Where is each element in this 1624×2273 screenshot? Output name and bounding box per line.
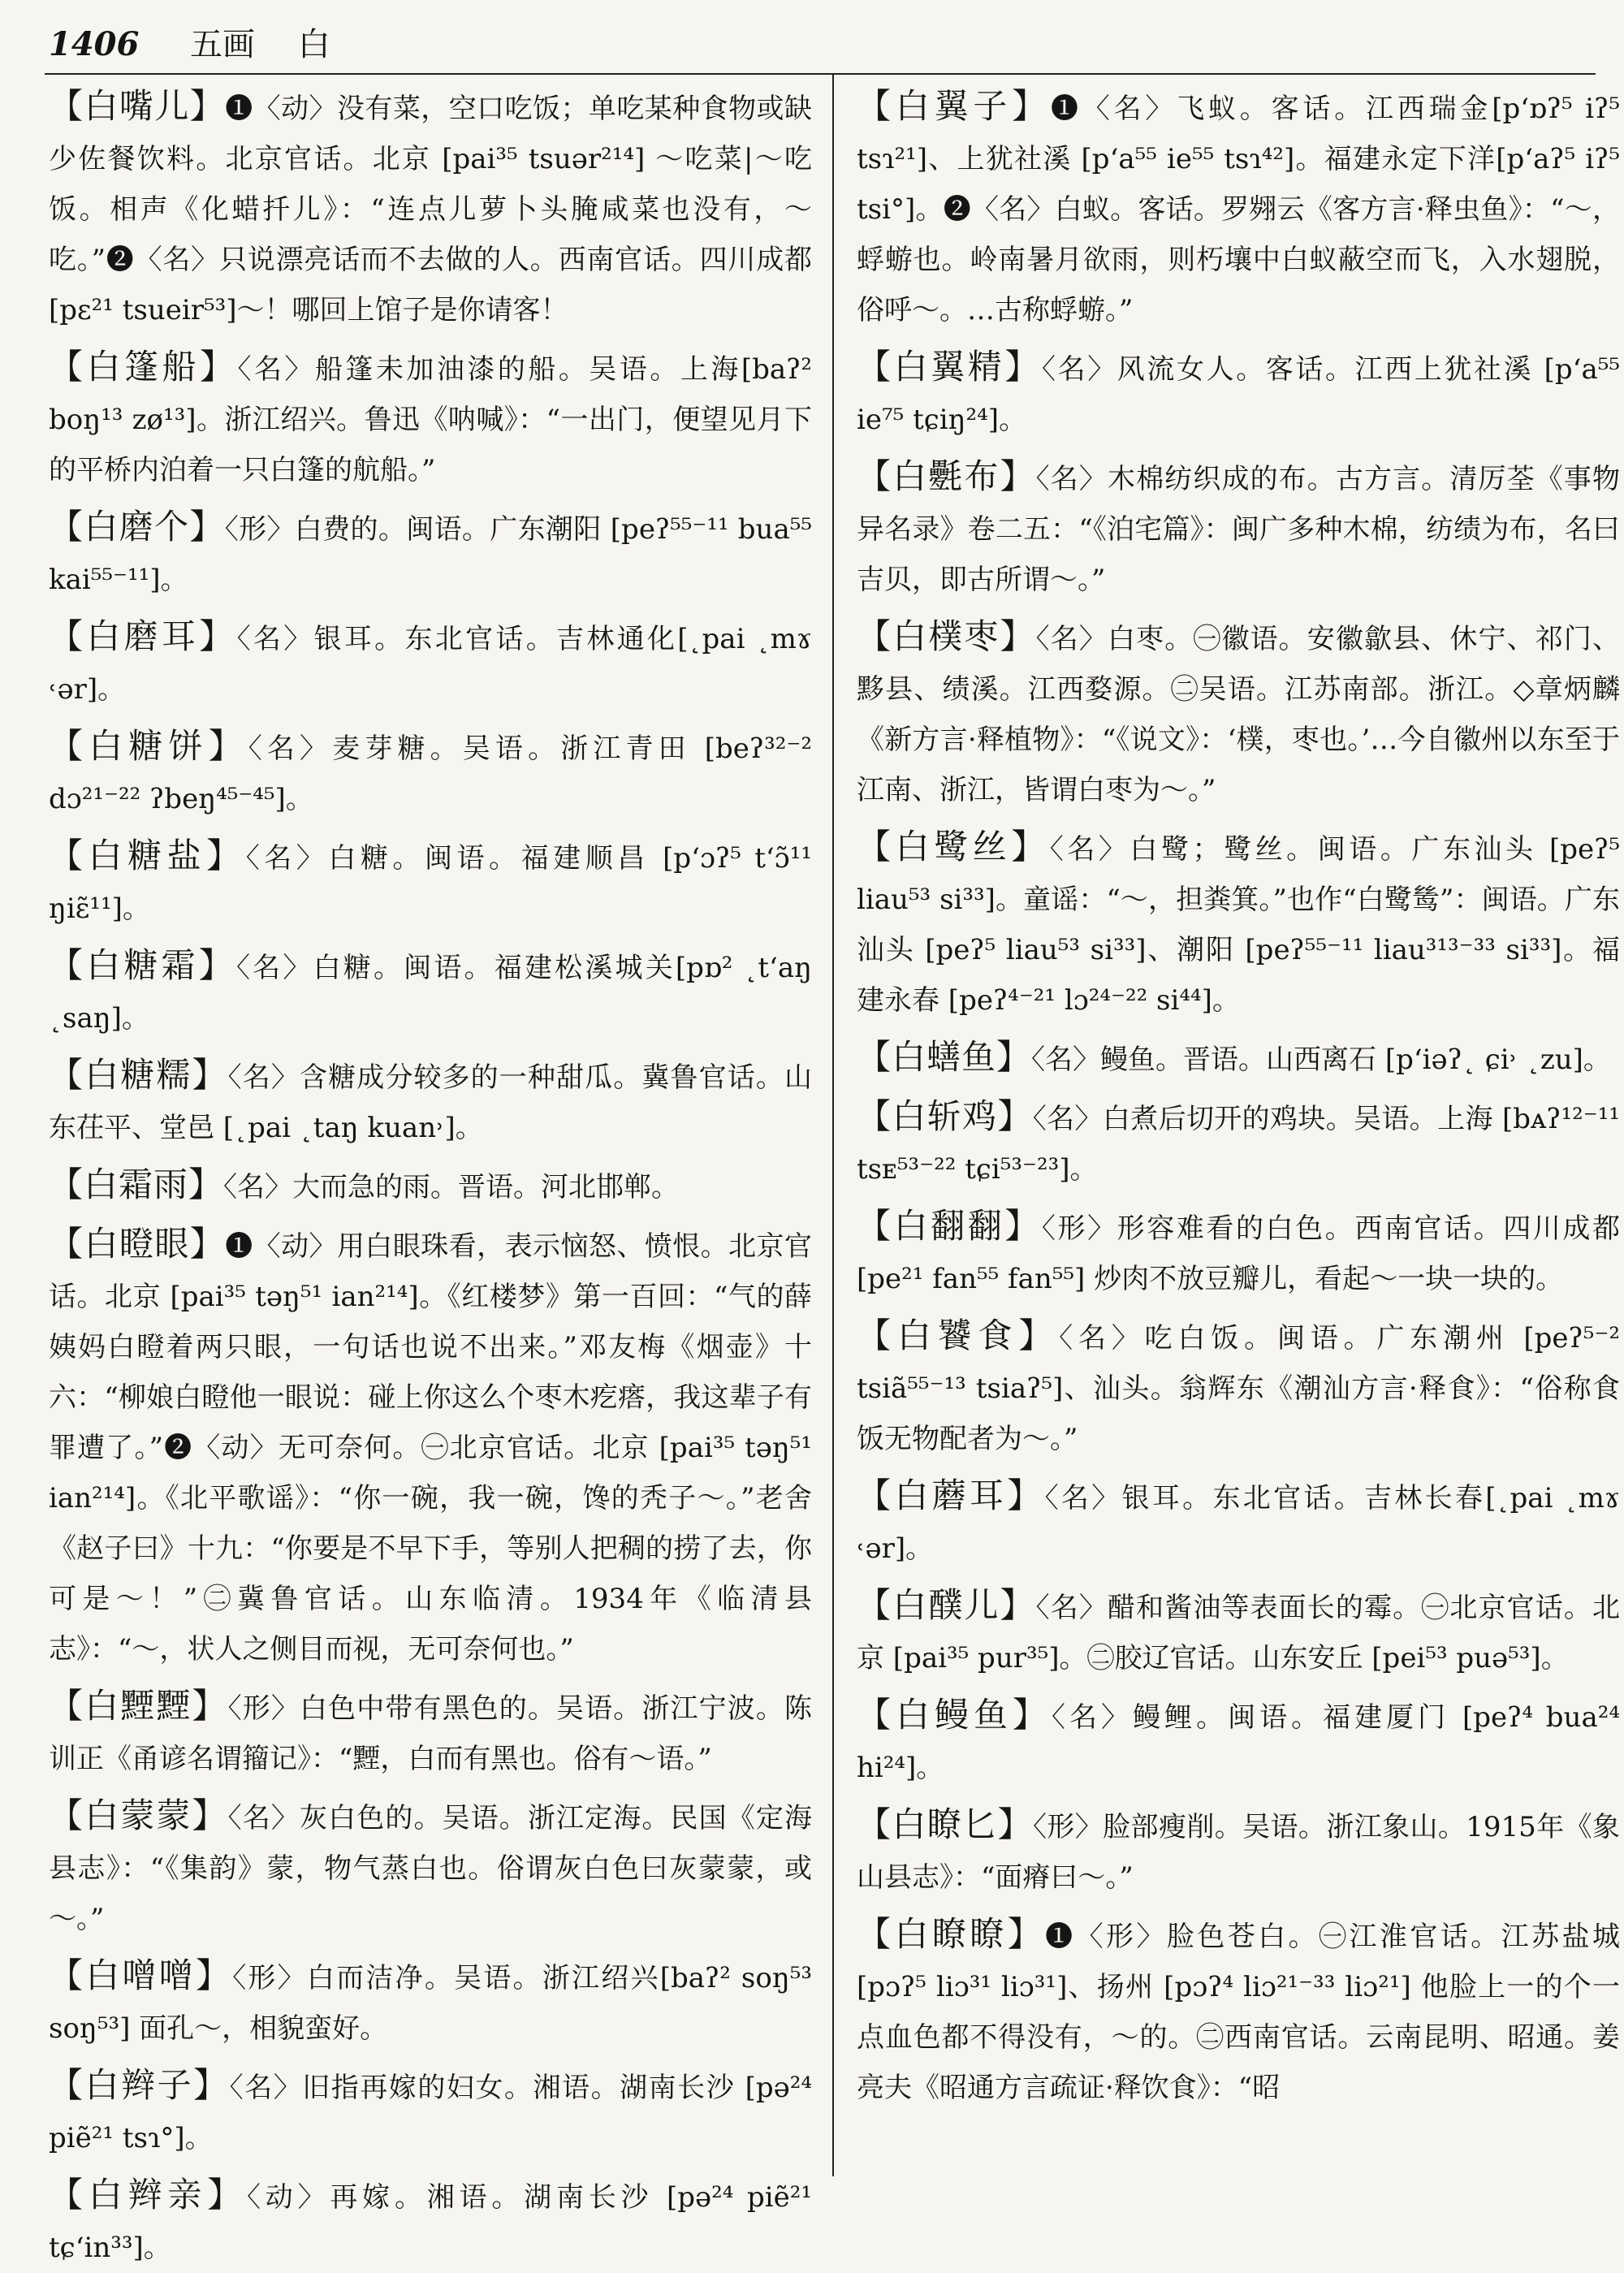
- dictionary-entry: [857, 1032, 1620, 1085]
- entry-definition: 〈形〉白色中带有黑色的。吴语。浙江宁波。陈训正《甬谚名谓籀记》：“黫，白而有黑也。俗有～语。”: [49, 1692, 812, 1775]
- entry-definition: 〈名〉大而急的雨。晋语。河北邯郸。: [223, 1171, 680, 1203]
- dictionary-entry: [857, 1800, 1620, 1903]
- entry-headword: 【白氎布】: [857, 456, 1036, 496]
- dictionary-entry: [49, 502, 812, 605]
- entry-definition: 〈名〉吃白饭。闽语。广东潮州 [peʔ⁵⁻² tsiã⁵⁵⁻¹³ tsiaʔ⁵]、汕头。翁辉东《潮汕方言·释食》：“俗称食饭无物配者为～。”: [857, 1322, 1620, 1455]
- entry-headword: 【白鳗鱼】: [857, 1695, 1052, 1735]
- section-radical: 白: [297, 26, 330, 63]
- header-rule: [45, 73, 1596, 75]
- dictionary-entry: [49, 2170, 812, 2273]
- dictionary-entry: [857, 452, 1620, 605]
- entry-definition: 〈名〉木棉纺织成的布。古方言。清厉荃《事物异名录》卷二五：“《泊宅篇》：闽广多种木棉，纺绩为布，名曰吉贝，即古所谓～。”: [857, 463, 1620, 596]
- entry-definition: 〈名〉风流女人。客话。江西上犹社溪 [pʻa⁵⁵ ie⁷⁵ tɕiŋ²⁴]。: [857, 353, 1620, 436]
- entry-definition: ❶〈名〉飞蚁。客话。江西瑞金[pʻɒʔ⁵ iʔ⁵ tsɿ²¹]、上犹社溪 [pʻa⁵⁵ ie⁵⁵ tsɿ⁴²]。福建永定下洋[pʻaʔ⁵ iʔ⁵ tsi°]。❷〈名〉白蚁。客话。罗翙云《客方言·释虫鱼》：“～，蜉蝣也。岭南暑月欲雨，则朽壤中白蚁蔽空而飞，入水翅脱，俗呼～。…古称蜉蝣。”: [857, 93, 1620, 326]
- dictionary-entry: [49, 342, 812, 495]
- dictionary-entry: [857, 1311, 1620, 1464]
- dictionary-entry: [857, 342, 1620, 445]
- entry-definition: 〈名〉鳗鱼。晋语。山西离石 [pʻiəʔ˛ ɕi˒ ˛zu]。: [1031, 1044, 1611, 1076]
- entry-headword: 【白磨个】: [49, 507, 225, 547]
- dictionary-entry: [857, 822, 1620, 1026]
- entry-headword: 【白瞪眼】: [49, 1224, 226, 1264]
- entry-headword: 【白斩鸡】: [857, 1096, 1033, 1136]
- entry-definition: 〈形〉白而洁净。吴语。浙江绍兴[baʔ² soŋ⁵³ soŋ⁵³] 面孔～，相貌蛮好。: [49, 1962, 812, 2045]
- dictionary-entry: [857, 1909, 1620, 2113]
- dictionary-entry: [49, 1791, 812, 1944]
- entry-headword: 【白黫黫】: [49, 1686, 228, 1726]
- dictionary-entry: [49, 1219, 812, 1675]
- dictionary-entry: [857, 611, 1620, 815]
- entry-definition: 〈名〉白糖。闽语。福建松溪城关[pɒ² ˛tʻaŋ ˛saŋ]。: [49, 952, 812, 1035]
- entry-headword: 【白醭儿】: [857, 1585, 1036, 1625]
- entry-definition: 〈名〉银耳。东北官话。吉林长春[˛pai ˛mɤ ˓ər]。: [857, 1482, 1620, 1565]
- column-divider: [832, 75, 834, 2176]
- entry-headword: 【白糖糯】: [49, 1055, 228, 1095]
- entry-definition: ❶〈动〉没有菜，空口吃饭；单吃某种食物或缺少佐餐饮料。北京官话。北京 [pai³⁵ tsuər²¹⁴] ～吃菜|～吃饭。相声《化蜡扦儿》：“连点儿萝卜头腌咸菜也没有，～吃。”❷〈名〉只说漂亮话而不去做的人。西南官话。四川成都[pɛ²¹ tsueir⁵³]～！哪回上馆子是你请客！: [49, 93, 812, 326]
- dictionary-entry: [49, 2060, 812, 2163]
- entry-headword: 【白翻翻】: [857, 1206, 1042, 1246]
- entry-definition: 〈名〉含糖成分较多的一种甜瓜。冀鲁官话。山东茌平、堂邑 [˛pai ˛taŋ kuan˒]。: [49, 1061, 812, 1144]
- section-stroke-count: 五画: [190, 26, 256, 63]
- entry-headword: 【白糖霜】: [49, 945, 236, 985]
- entry-definition: 〈名〉白煮后切开的鸡块。吴语。上海 [bᴀʔ¹²⁻¹¹ tsᴇ⁵³⁻²² tɕi⁵³⁻²³]。: [857, 1103, 1620, 1186]
- dictionary-entry: [49, 1160, 812, 1212]
- dictionary-entry: [49, 1681, 812, 1784]
- entry-headword: 【白辫子】: [49, 2065, 230, 2105]
- entry-headword: 【白蟮鱼】: [857, 1037, 1032, 1077]
- entry-headword: 【白霜雨】: [49, 1165, 224, 1204]
- entry-headword: 【白糖盐】: [49, 836, 246, 875]
- dictionary-entry: [49, 1951, 812, 2054]
- entry-headword: 【白蘑耳】: [857, 1476, 1045, 1515]
- entry-definition: 〈动〉再嫁。湘语。湖南长沙 [pə²⁴ piẽ²¹ tɕʻin³³]。: [49, 2181, 812, 2264]
- dictionary-entry: [49, 611, 812, 715]
- entry-definition: 〈名〉鳗鲤。闽语。福建厦门 [peʔ⁴ bua²⁴ hi²⁴]。: [857, 1701, 1620, 1784]
- dictionary-entry: [857, 1201, 1620, 1304]
- entry-definition: ❶〈形〉脸色苍白。㊀江淮官话。江苏盐城 [pɔʔ⁵ liɔ³¹ liɔ³¹]、扬州 [pɔʔ⁴ liɔ²¹⁻³³ liɔ²¹] 他脸上一的个一点血色都不得没有，～的。㊁西南官话。云南昆明、昭通。姜亮夫《昭通方言疏证·释饮食》：“昭: [857, 1921, 1620, 2104]
- page-header: [49, 16, 1592, 73]
- dictionary-entry: [49, 721, 812, 824]
- entry-headword: 【白鹭丝】: [857, 827, 1050, 866]
- entry-headword: 【白樸枣】: [857, 616, 1036, 656]
- dictionary-entry: [857, 1580, 1620, 1683]
- entry-headword: 【白翼子】: [857, 86, 1051, 126]
- entry-definition: 〈名〉白糖。闽语。福建顺昌 [pʻɔʔ⁵ tʻɔ̃¹¹ ŋiɛ̃¹¹]。: [49, 842, 812, 925]
- left-column: [49, 81, 812, 2264]
- entry-headword: 【白饕食】: [857, 1316, 1060, 1355]
- dictionary-entry: [49, 940, 812, 1044]
- entry-definition: 〈形〉脸部瘦削。吴语。浙江象山。1915年《象山县志》：“面瘠曰～。”: [857, 1811, 1620, 1894]
- dictionary-entry: [49, 1050, 812, 1153]
- entry-definition: 〈名〉旧指再嫁的妇女。湘语。湖南长沙 [pə²⁴ piẽ²¹ tsɿ°]。: [49, 2072, 812, 2154]
- entry-headword: 【白辫亲】: [49, 2175, 247, 2215]
- entry-headword: 【白噌噌】: [49, 1955, 233, 1995]
- entry-headword: 【白嘴儿】: [49, 86, 226, 126]
- entry-definition: 〈名〉白鹭；鹭丝。闽语。广东汕头 [peʔ⁵ liau⁵³ si³³]。童谣：“～，担粪箕。”也作“白鹭鸶”：闽语。广东汕头 [peʔ⁵ liau⁵³ si³³]、潮阳 [peʔ⁵⁵⁻¹¹ liau³¹³⁻³³ si³³]。福建永春 [peʔ⁴⁻²¹ lɔ²⁴⁻²² si⁴⁴]。: [857, 833, 1620, 1017]
- right-column: [857, 81, 1620, 2176]
- entry-headword: 【白篷船】: [49, 347, 238, 387]
- dictionary-entry: [49, 831, 812, 934]
- entry-definition: 〈名〉船篷未加油漆的船。吴语。上海[baʔ² boŋ¹³ zø¹³]。浙江绍兴。鲁迅《呐喊》：“一出门，便望见月下的平桥内泊着一只白篷的航船。”: [49, 353, 812, 486]
- entry-headword: 【白翼精】: [857, 347, 1042, 387]
- page-number: 1406: [49, 25, 140, 63]
- dictionary-entry: [857, 1471, 1620, 1574]
- entry-headword: 【白瞭匕】: [857, 1804, 1033, 1844]
- entry-definition: 〈名〉白枣。㊀徽语。安徽歙县、休宁、祁门、黟县、绩溪。江西婺源。㊁吴语。江苏南部。浙江。◇章炳麟《新方言·释植物》：“《说文》：‘樸，枣也。’…今自徽州以东至于江南、浙江，皆谓白枣为～。”: [857, 623, 1620, 806]
- entry-definition: 〈名〉银耳。东北官话。吉林通化[˛pai ˛mɤ ˓ər]。: [49, 623, 812, 706]
- entry-headword: 【白瞭瞭】: [857, 1914, 1046, 1954]
- entry-definition: 〈名〉麦芽糖。吴语。浙江青田 [beʔ³²⁻² dɔ²¹⁻²² ʔbeŋ⁴⁵⁻⁴⁵]。: [49, 732, 812, 815]
- entry-definition: 〈形〉白费的。闽语。广东潮阳 [peʔ⁵⁵⁻¹¹ bua⁵⁵ kai⁵⁵⁻¹¹]。: [49, 513, 812, 596]
- dictionary-entry: [857, 1091, 1620, 1195]
- dictionary-entry: [857, 1690, 1620, 1793]
- entry-definition: 〈名〉灰白色的。吴语。浙江定海。民国《定海县志》：“《集韵》蒙，物气蒸白也。俗谓灰白色曰灰蒙蒙，或～。”: [49, 1802, 812, 1935]
- dictionary-entry: [49, 81, 812, 335]
- dictionary-entry: [857, 81, 1620, 335]
- entry-definition: 〈名〉醋和酱油等表面长的霉。㊀北京官话。北京 [pai³⁵ pur³⁵]。㊁胶辽官话。山东安丘 [pei⁵³ puə⁵³]。: [857, 1592, 1620, 1675]
- entry-definition: 〈形〉形容难看的白色。西南官话。四川成都 [pe²¹ fan⁵⁵ fan⁵⁵] 炒肉不放豆瓣儿，看起～一块一块的。: [857, 1212, 1620, 1295]
- entry-headword: 【白糖饼】: [49, 726, 248, 766]
- entry-headword: 【白蒙蒙】: [49, 1795, 228, 1835]
- entry-definition: ❶〈动〉用白眼珠看，表示恼怒、愤恨。北京官话。北京 [pai³⁵ təŋ⁵¹ ian²¹⁴]。《红楼梦》第一百回：“气的薛姨妈白瞪着两只眼，一句话也说不出来。”邓友梅《烟壶》十六：“柳娘白瞪他一眼说：碰上你这么个枣木疙瘩，我这辈子有罪遭了。”❷〈动〉无可奈何。㊀北京官话。北京 [pai³⁵ təŋ⁵¹ ian²¹⁴]。《北平歌谣》：“你一碗，我一碗，馋的秃子～。”老舍《赵子曰》十九：“你要是不早下手，等别人把稠的捞了去，你可是～！”㊁冀鲁官话。山东临清。1934年《临清县志》：“～，状人之侧目而视，无可奈何也。”: [49, 1230, 812, 1666]
- entry-headword: 【白磨耳】: [49, 616, 237, 656]
